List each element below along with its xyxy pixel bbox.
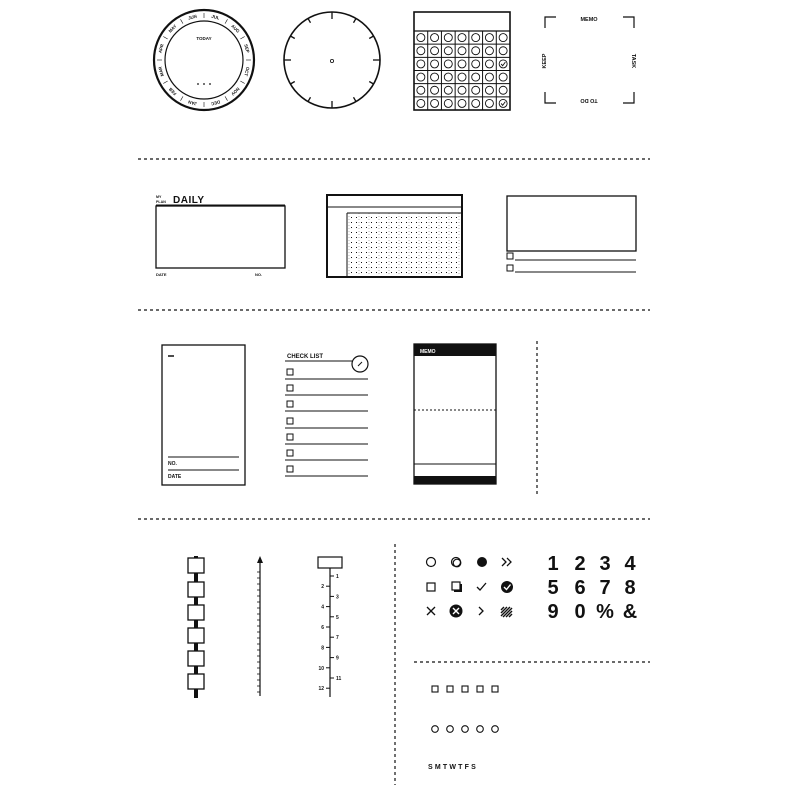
month-label: MAR [157,66,165,77]
glyph: 1 [547,553,559,575]
ruler-label: 1 [336,574,339,580]
memo-frame-bottom: TO DO [580,97,598,103]
month-label: FEB [167,86,178,97]
checkmark-icon [477,583,486,590]
calendar-cell [458,86,466,94]
chain-square [188,605,204,620]
checklist-checkbox [287,385,293,391]
checkbox [507,253,513,259]
calendar-grid [414,12,510,110]
square-outline-icon [427,583,435,591]
clock-tick [308,97,311,101]
small-square [432,686,438,692]
lined-card [507,196,636,272]
ruler-label: 3 [336,594,339,601]
dot-grid-card [327,195,462,277]
today-label: TODAY [196,36,212,41]
calendar-cell [472,60,480,68]
clock-tick [369,82,373,85]
daily-plan [156,195,285,277]
ruler-label: 2 [321,584,324,591]
calendar-cell [472,86,480,94]
calendar-cell [444,60,452,68]
daily-prefix-bottom: PLAN [156,200,166,204]
calendar-cell [458,47,466,55]
checklist-checkbox [287,418,293,424]
clock-tick [290,82,294,85]
calendar-cell [431,73,439,81]
small-square [447,686,453,692]
calendar-cell [485,86,493,94]
ruler-label: 7 [336,635,339,642]
ruler-label: 8 [321,645,324,652]
calendar-cell [485,99,493,107]
month-label: OCT [243,66,251,77]
calendar-cell [444,73,452,81]
month-label: JUL [210,13,221,21]
calendar-cell [499,99,507,107]
glyph-grid [547,553,637,623]
checklist-title: CHECK LIST [287,354,323,360]
chevron-right-icon [479,607,483,615]
calendar-cell [444,99,452,107]
calendar-cell [458,34,466,42]
ruler-label: 4 [321,604,324,611]
glyph: 9 [547,601,559,623]
calendar-cell [444,86,452,94]
checklist [285,354,368,476]
month-label: JUN [187,13,198,21]
chain-square [188,651,204,666]
striped-square-icon [501,607,512,617]
memo-pad [414,344,496,484]
calendar-cell [417,60,425,68]
clock-center [330,59,333,62]
calendar-cell [499,47,507,55]
small-circle [432,726,439,733]
calendar-dial [154,10,254,110]
calendar-cell [499,60,507,68]
daily-prefix-top: MY [156,195,162,199]
glyph: 5 [547,577,559,599]
memo-frame-left: KEEP [542,53,548,69]
double-chevron-icon [502,558,511,566]
square-shadow-icon [452,582,462,592]
month-label: SEP [243,43,251,54]
month-label: AUG [230,23,241,34]
clock-tick [354,97,357,101]
small-circle-row [432,726,499,733]
clock-tick [354,18,357,22]
calendar-cell [472,47,480,55]
x-circle-icon [450,605,463,618]
daily-no-label: NO. [255,272,263,277]
calendar-cell [458,73,466,81]
glyph: 4 [624,553,636,575]
glyph: % [596,601,614,623]
calendar-cell [431,99,439,107]
checklist-checkbox [287,450,293,456]
note-date-label: DATE [168,474,182,480]
calendar-cell [431,86,439,94]
ruler-label: 5 [336,614,339,621]
small-circle [447,726,454,733]
small-circle [492,726,499,733]
clock-tick [308,18,311,22]
calendar-cell [444,47,452,55]
checklist-checkbox [287,369,293,375]
calendar-cell [431,34,439,42]
calendar-cell [485,60,493,68]
circle-outline-icon [427,558,436,567]
clock-face [284,12,380,108]
memo-frame [545,17,634,103]
glyph: 3 [599,553,611,575]
calendar-cell [499,86,507,94]
dot-grid [349,213,459,277]
small-circle [477,726,484,733]
calendar-cell [499,34,507,42]
ruler-label: 9 [336,655,339,662]
chain-square [188,558,204,573]
ruler-scale [318,557,342,697]
month-label: JAN [187,99,198,107]
calendar-cell [472,34,480,42]
calendar-cell [431,60,439,68]
glyph: & [622,601,638,623]
arrow-timeline [257,556,263,696]
square-chain [188,556,204,698]
clock-tick [290,36,294,39]
ruler-label: 12 [318,686,324,693]
weekday-letters: SMTWTFS [428,764,479,771]
check-circle-icon [501,581,513,593]
small-circle [462,726,469,733]
x-mark-icon [427,607,435,615]
month-ring [157,13,251,107]
calendar-cell [485,34,493,42]
glyph: 8 [624,577,636,599]
calendar-cell [458,99,466,107]
ruler-label: 10 [318,665,324,672]
calendar-cell [417,86,425,94]
memo-pad-title: MEMO [420,349,436,355]
calendar-cell [417,47,425,55]
ruler-label: 6 [321,625,324,631]
month-label: APR [157,43,165,54]
checklist-checkbox [287,466,293,472]
checklist-checkbox [287,401,293,407]
chain-square [188,628,204,643]
icon-grid [427,557,514,618]
calendar-cell [417,34,425,42]
month-label: MAY [167,23,178,34]
memo-frame-right: TASK [630,53,636,69]
calendar-cell [485,73,493,81]
glyph: 0 [574,601,586,623]
calendar-cell [472,73,480,81]
chain-square [188,582,204,597]
memo-frame-top: MEMO [580,17,598,23]
calendar-cell [431,47,439,55]
calendar-cell [417,99,425,107]
daily-date-label: DATE [156,272,167,277]
note-card [162,345,245,485]
calendar-cell [472,99,480,107]
clock-tick [369,36,373,39]
ruler-label: 11 [336,676,342,682]
calendar-cell [417,73,425,81]
checklist-checkbox [287,434,293,440]
circle-filled-icon [477,557,487,567]
daily-title: DAILY [173,195,205,206]
small-square [462,686,468,692]
small-square-row [432,686,498,692]
calendar-cell [458,60,466,68]
calendar-cell [444,34,452,42]
calendar-cell [499,73,507,81]
checkbox [507,265,513,271]
glyph: 2 [574,553,586,575]
small-square [477,686,483,692]
chain-square [188,674,204,689]
glyph: 6 [574,577,586,599]
note-no-label: NO. [168,461,177,467]
small-square [492,686,498,692]
month-label: NOV [230,86,241,97]
glyph: 7 [599,577,611,599]
calendar-cell [485,47,493,55]
month-label: DEC [210,99,221,107]
